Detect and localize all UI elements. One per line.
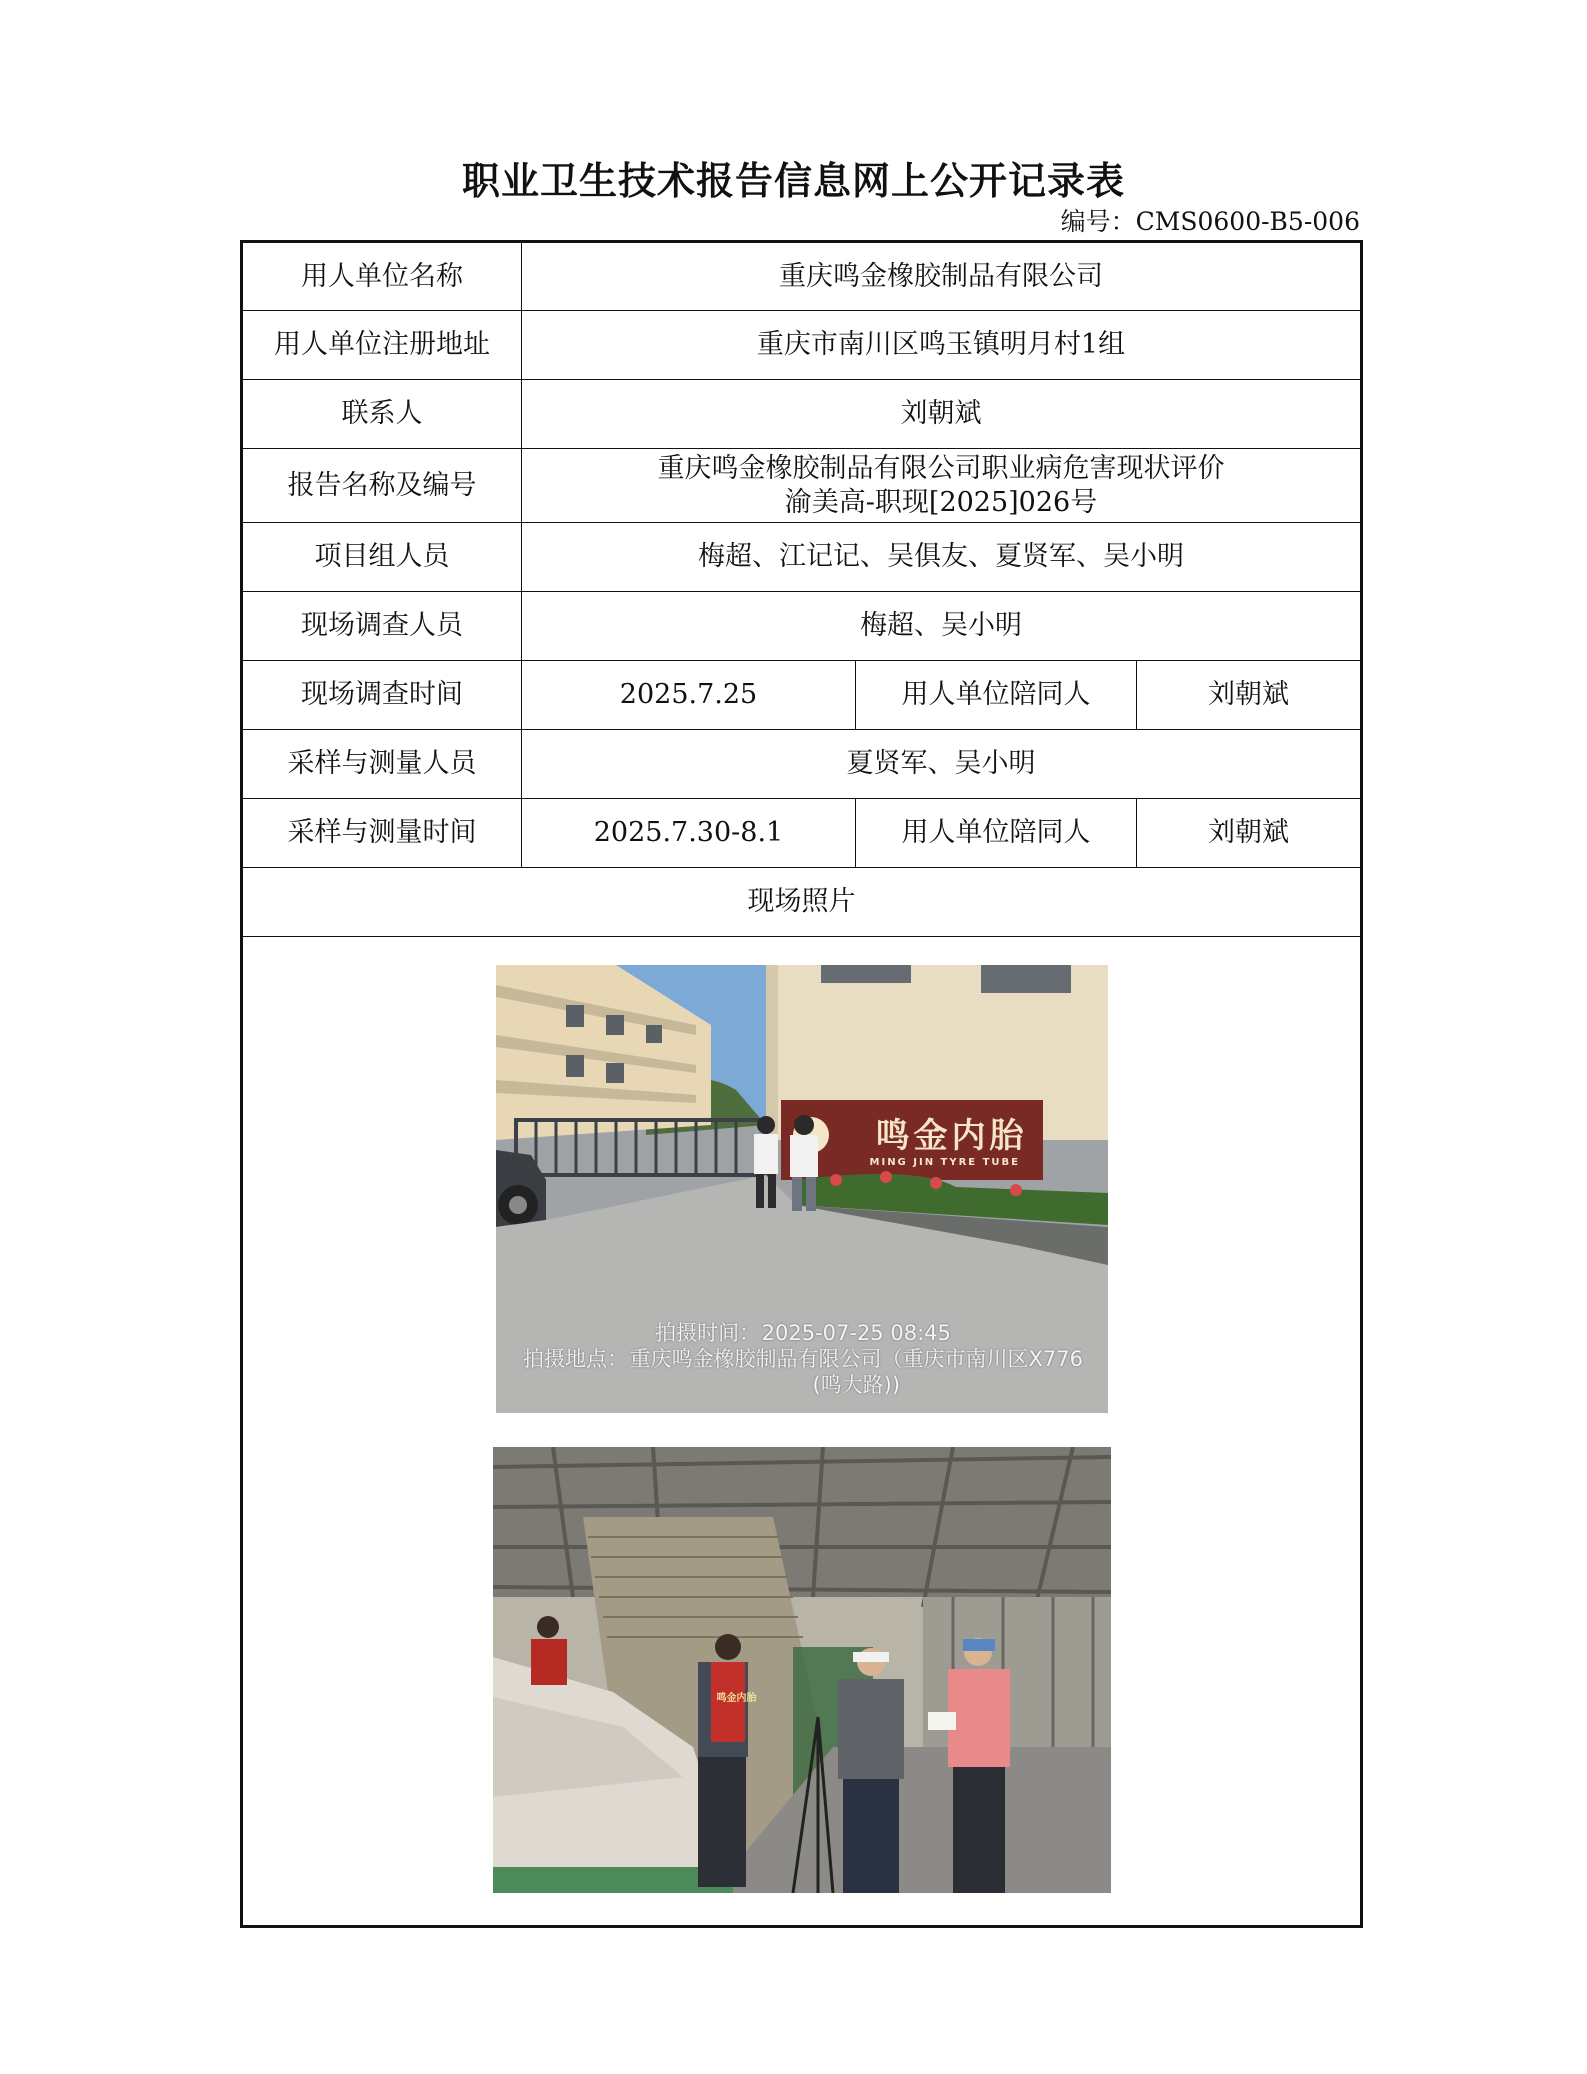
sampling-staff-label: 采样与测量人员 (242, 730, 522, 799)
sign-chinese-text: 鸣金内胎 (875, 1116, 1028, 1156)
project-team-label: 项目组人员 (242, 523, 522, 592)
sign-english-text: MING JIN TYRE TUBE (869, 1157, 1021, 1168)
sampling-companion-value: 刘朝斌 (1137, 799, 1362, 868)
sampling-staff-value: 夏贤军、吴小明 (522, 730, 1362, 799)
workshop-photo-drawing (493, 1447, 1111, 1893)
survey-companion-label: 用人单位陪同人 (856, 661, 1137, 730)
survey-time-label: 现场调查时间 (242, 661, 522, 730)
document-code: 编号：CMS0600-B5-006 (1060, 207, 1360, 236)
photo-watermark (522, 1320, 1083, 1398)
row-employer-address (242, 311, 1362, 380)
row-sampling-time (242, 799, 1362, 868)
photos-cell (242, 937, 1362, 1927)
document-title: 职业卫生技术报告信息网上公开记录表 (461, 158, 1125, 203)
record-form-table (240, 240, 1363, 1928)
shoot-place-continued: (鸣大路)) (812, 1373, 901, 1397)
sampling-companion-label: 用人单位陪同人 (856, 799, 1137, 868)
worker-center (698, 1634, 748, 1887)
row-contact (242, 380, 1362, 449)
factory-sign (784, 1105, 1038, 1175)
shoot-place-label: 拍摄地点： (523, 1347, 629, 1371)
survey-staff-label: 现场调查人员 (242, 592, 522, 661)
shoot-time-value: 2025-07-25 08:45 (761, 1321, 951, 1345)
report-number: 渝美高-职现[2025]026号 (784, 486, 1098, 518)
row-survey-staff (242, 592, 1362, 661)
row-sampling-staff (242, 730, 1362, 799)
shoot-place-value: 重庆鸣金橡胶制品有限公司（重庆市南川区X776 (629, 1347, 1083, 1371)
employer-name-label: 用人单位名称 (242, 242, 522, 311)
inspector-grey (838, 1648, 904, 1893)
survey-companion-value: 刘朝斌 (1137, 661, 1362, 730)
row-employer-name (242, 242, 1362, 311)
report-label: 报告名称及编号 (242, 449, 522, 523)
employer-name-value: 重庆鸣金橡胶制品有限公司 (522, 242, 1362, 311)
sampling-time-value: 2025.7.30-8.1 (522, 799, 856, 868)
report-value (522, 449, 1362, 523)
employer-address-label: 用人单位注册地址 (242, 311, 522, 380)
contact-value: 刘朝斌 (522, 380, 1362, 449)
survey-time-value: 2025.7.25 (522, 661, 856, 730)
project-team-value: 梅超、江记记、吴俱友、夏贤军、吴小明 (522, 523, 1362, 592)
row-photos (242, 937, 1362, 1927)
site-photo-workshop (493, 1447, 1111, 1893)
row-project-team (242, 523, 1362, 592)
survey-staff-value: 梅超、吴小明 (522, 592, 1362, 661)
sampling-time-label: 采样与测量时间 (242, 799, 522, 868)
employer-address-value: 重庆市南川区鸣玉镇明月村1组 (522, 311, 1362, 380)
row-report (242, 449, 1362, 523)
report-name: 重庆鸣金橡胶制品有限公司职业病危害现状评价 (657, 452, 1225, 484)
site-photo-gate (496, 965, 1108, 1413)
contact-label: 联系人 (242, 380, 522, 449)
row-survey-time (242, 661, 1362, 730)
shoot-time-label: 拍摄时间： (655, 1321, 761, 1345)
vest-logo-text: 鸣金内胎 (716, 1693, 757, 1704)
row-photos-header (242, 868, 1362, 937)
photos-label: 现场照片 (242, 868, 1362, 937)
